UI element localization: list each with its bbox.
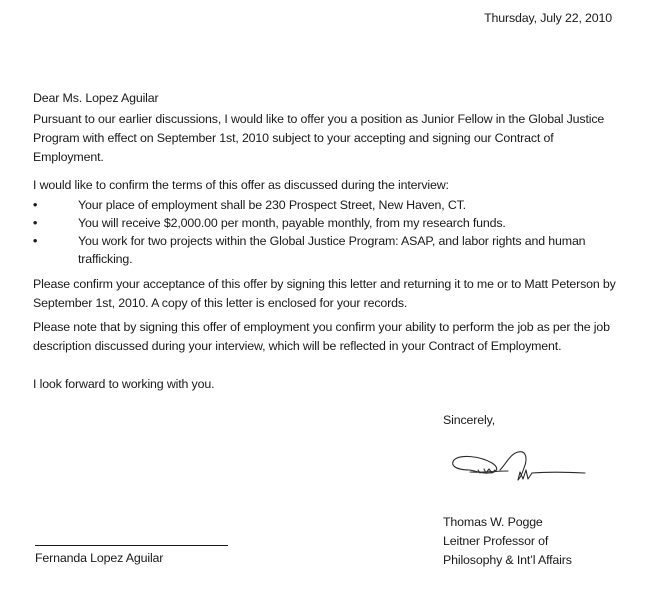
terms-list-item bbox=[33, 232, 623, 268]
term-text: Your place of employment shall be 230 Prospect Street, New Haven, CT. bbox=[78, 198, 466, 212]
acceptance-paragraph: Please confirm your acceptance of this offer by signing this letter and returning it to me or to Matt Peterson by September 1st, 2010. A copy of this letter is enclosed for your records. bbox=[33, 277, 616, 310]
signer-block bbox=[443, 513, 572, 570]
bullet-icon: • bbox=[33, 234, 38, 248]
recipient-name: Fernanda Lopez Aguilar bbox=[35, 551, 164, 565]
bullet-icon: • bbox=[33, 216, 38, 230]
signer-title: Leitner Professor of bbox=[443, 534, 549, 548]
handwritten-signature bbox=[440, 446, 600, 501]
salutation: Dear Ms. Lopez Aguilar bbox=[33, 91, 159, 105]
term-text: You will receive $2,000.00 per month, payable monthly, from my research funds. bbox=[78, 216, 506, 230]
note-paragraph: Please note that by signing this offer of employment you confirm your ability to perform the job as per the job description discussed during your interview, which will be reflected in your Contract of Employment. bbox=[33, 320, 610, 353]
signature-tail-stroke bbox=[532, 472, 585, 473]
terms-list-item bbox=[33, 214, 623, 232]
terms-list-item bbox=[33, 196, 623, 214]
recipient-signature-line bbox=[35, 545, 228, 546]
offer-paragraph: Pursuant to our earlier discussions, I would like to offer you a position as Junior Fellow in the Global Justice Program with effect on September 1st, 2010 subject to your accepting and signing our Contract of Employment. bbox=[33, 112, 605, 164]
signature-w-stroke bbox=[518, 470, 532, 480]
bullet-icon: • bbox=[33, 198, 38, 212]
signer-name: Thomas W. Pogge bbox=[443, 515, 543, 529]
signer-department: Philosophy & Int’l Affairs bbox=[443, 553, 572, 567]
closing-line: I look forward to working with you. bbox=[33, 377, 215, 391]
terms-list bbox=[33, 196, 623, 268]
terms-intro-paragraph: I would like to confirm the terms of this offer as discussed during the interview: bbox=[33, 178, 449, 192]
closing-salutation: Sincerely, bbox=[443, 413, 495, 427]
term-text: You work for two projects within the Global Justice Program: ASAP, and labor rights and human trafficking. bbox=[78, 234, 586, 266]
letter-date: Thursday, July 22, 2010 bbox=[484, 11, 612, 25]
